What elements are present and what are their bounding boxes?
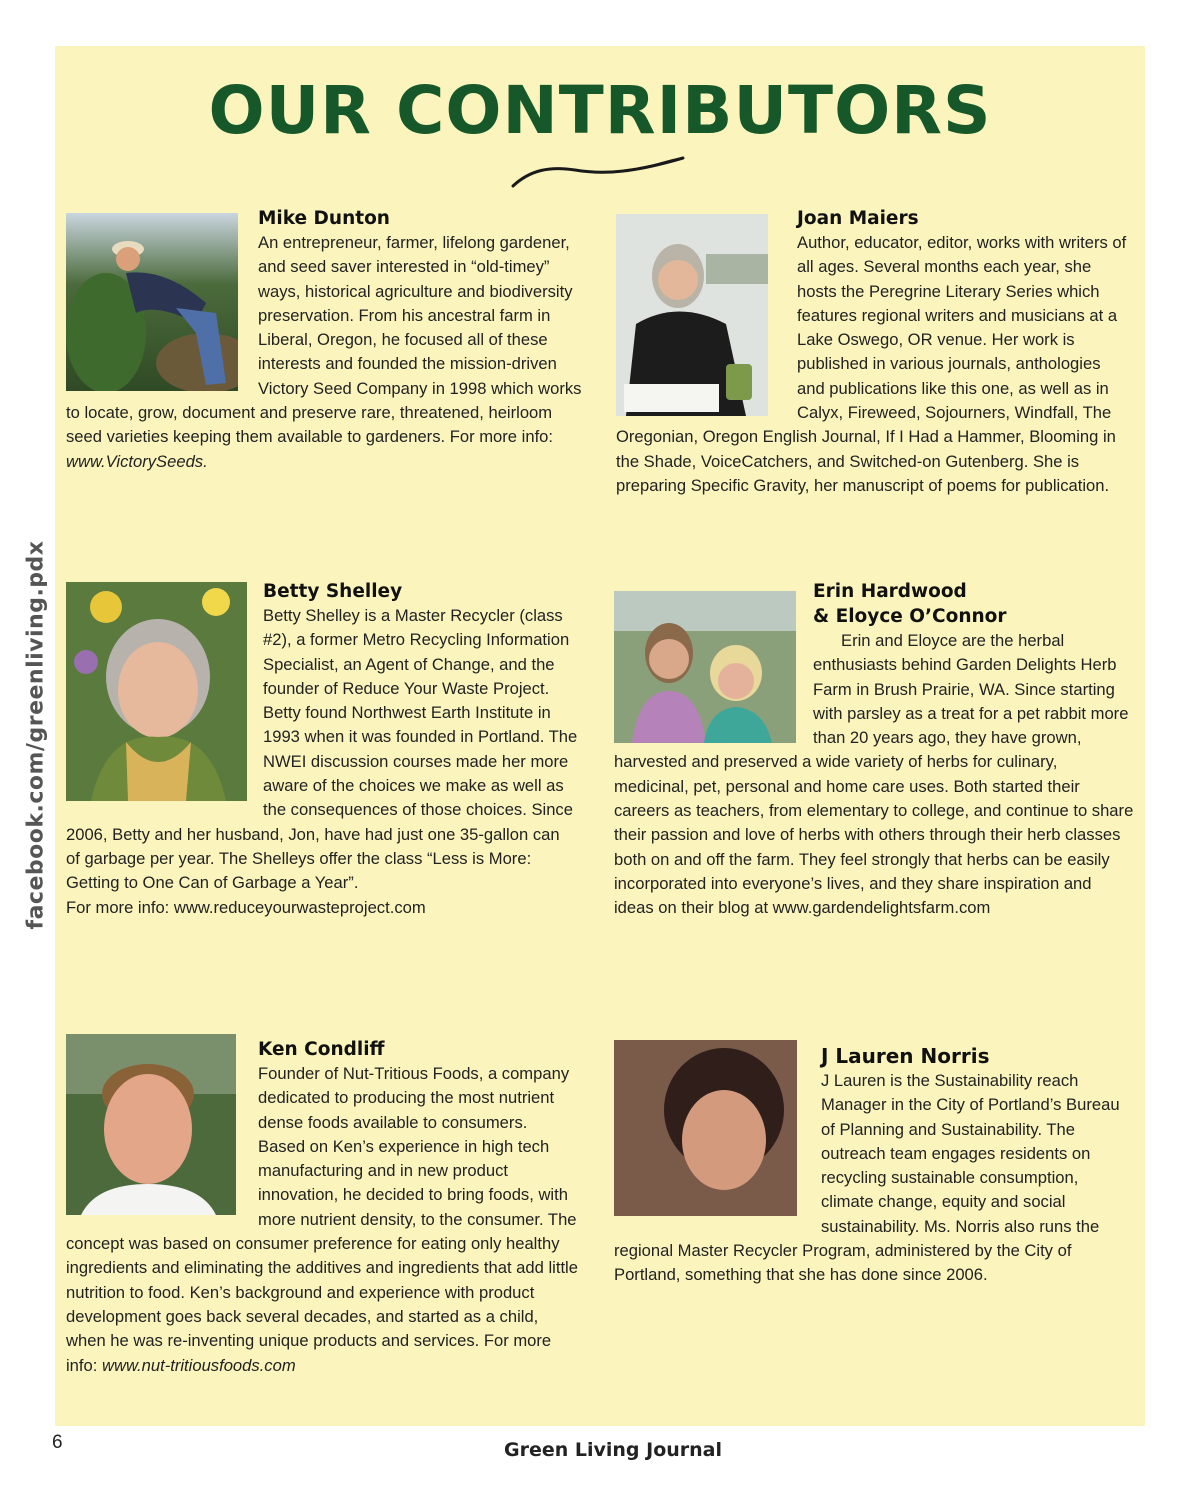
- contributor-erin-eloyce: [614, 579, 1134, 921]
- portrait-photo-icon: [66, 582, 247, 801]
- contributor-bio: An entrepreneur, farmer, lifelong gardener, and seed saver interested in “old-timey” ways, historical agriculture and biodiversity preservation. From his ancestral farm in Liberal, Oregon, he focused all of these interests and founded the mission-driven Victory Seed Company in 1998 which works to locate, grow, document and preserve rare, threatened, heirloom seed varieties keeping them available to gardeners. For more info: www.VictorySeeds.: [66, 233, 582, 471]
- contributor-mike-dunton: [66, 206, 586, 474]
- farmer-photo-icon: [66, 213, 238, 391]
- contributor-name-line1: Erin Hardwood: [813, 581, 967, 602]
- contributor-name-line2: & Eloyce O’Connor: [813, 606, 1007, 627]
- contributor-name: Joan Maiers: [797, 208, 919, 229]
- contributor-ken-condliff: [66, 1037, 578, 1378]
- contributor-name: J Lauren Norris: [821, 1044, 990, 1068]
- contributor-link[interactable]: www.VictorySeeds.: [66, 451, 208, 471]
- writer-photo-icon: [616, 214, 768, 416]
- page-title: OUR CONTRIBUTORS: [208, 72, 992, 149]
- contributor-more-info[interactable]: For more info: www.reduceyourwasteproject.com: [66, 897, 426, 917]
- headshot-photo-icon: [66, 1034, 236, 1215]
- contributor-bio: Founder of Nut-Tritious Foods, a company dedicated to producing the most nutrient dense foods available to consumers. Based on Ken’s experience in high tech manufacturing and in new product innovation, he decided to bring foods, with more nutrient density, to the consumer. The concept was based on consumer preference for eating only healthy ingredients and eliminating the additives and ingredients that add little nutrition to food. Ken’s background and experience with product development goes back several decades, and started as a child, when he was re-inventing unique products and services. For more info: www.nut-tritiousfoods.com: [66, 1064, 578, 1375]
- contributor-j-lauren-norris: [614, 1044, 1134, 1288]
- contributor-name: Ken Condliff: [258, 1039, 385, 1060]
- contributor-bio: J Lauren is the Sustainability reach Manager in the City of Portland’s Bureau of Planning and Sustainability. The outreach team engages residents on recycling sustainable consumption, climate change, equity and social sustainability. Ms. Norris also runs the regional Master Recycler Program, administered by the City of Portland, something that she has done since 2006.: [614, 1071, 1120, 1285]
- contributor-bio: Author, educator, editor, works with writers of all ages. Several months each year, she hosts the Peregrine Literary Series which features regional writers and musicians at a Lake Oswego, OR venue. Her work is published in various journals, anthologies and publications like this one, as well as in Calyx, Fireweed, Sojourners, Windfall, The Oregonian, Oregon English Journal, If I Had a Hammer, Blooming in the Shade, VoiceCatchers, and Switched-on Gutenberg. She is preparing Specific Gravity, her manuscript of poems for publication.: [616, 233, 1127, 495]
- contributor-joan-maiers: [616, 206, 1131, 498]
- duo-photo-icon: [614, 591, 796, 743]
- contributor-betty-shelley: [66, 579, 578, 920]
- footer-title: Green Living Journal: [503, 1439, 723, 1461]
- contributor-name: Betty Shelley: [263, 581, 403, 602]
- contributor-link[interactable]: www.nut-tritiousfoods.com: [101, 1355, 296, 1375]
- contributor-bio: Betty Shelley is a Master Recycler (class #2), a former Metro Recycling Information Specialist, an Agent of Change, and the founder of Reduce Your Waste Project. Betty found Northwest Earth Institute in 1993 when it was founded in Portland. The NWEI discussion courses made her more aware of the choices we make as well as the consequences of those choices. Since 2006, Betty and her husband, Jon, have had just one 35-gallon can of garbage per year. The Shelleys offer the class “Less is More: Getting to One Can of Garbage a Year”. For more info: www.reduceyourwasteproject.com: [66, 606, 578, 917]
- page-number: 6: [52, 1432, 63, 1453]
- swoosh-ornament: [505, 152, 690, 192]
- contributor-bio: Erin and Eloyce are the herbal enthusiasts behind Garden Delights Herb Farm in Brush Prairie, WA. Since starting with parsley as a treat for a pet rabbit more than 20 years ago, they have grown, harvested and preserved a wide variety of herbs for culinary, medicinal, pet, personal and home care uses. Both started their careers as teachers, from elementary to college, and continue to share their passion and love of herbs with others through their herb classes both on and off the farm. They feel strongly that herbs can be easily incorporated into everyone’s lives, and they share inspiration and ideas on their blog at www.gardendelightsfarm.com: [614, 631, 1134, 918]
- contributor-name: Mike Dunton: [258, 208, 390, 229]
- selfie-photo-icon: [614, 1040, 797, 1216]
- facebook-url: facebook.com/greenliving.pdx: [23, 540, 49, 930]
